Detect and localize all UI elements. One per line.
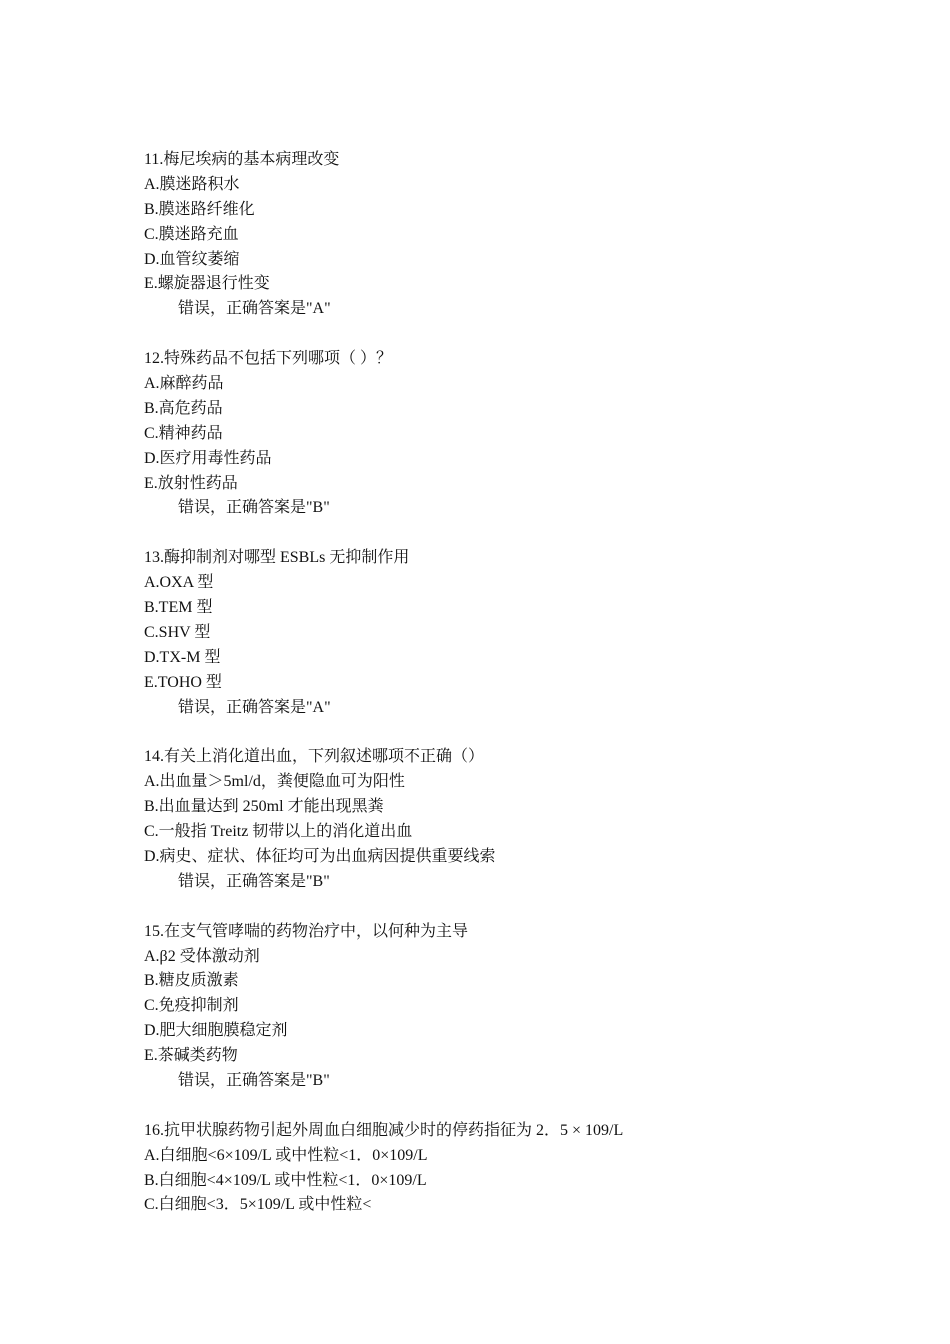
option-a: A.OXA 型 [144,574,214,592]
option-c: C.白细胞<3．5×109/L 或中性粒< [144,1196,372,1214]
question-stem: 11.梅尼埃病的基本病理改变 [144,151,340,168]
spacer [144,521,844,546]
option-e: E.螺旋器退行性变 [144,275,270,293]
option-d: D.病史、症状、体征均可为出血病因提供重要线索 [144,847,496,865]
question-stem: 14.有关上消化道出血，下列叙述哪项不正确（） [144,748,485,766]
option-c: C.SHV 型 [144,623,211,641]
spacer [144,720,844,745]
question-block [144,920,844,1094]
spacer [144,322,844,347]
option-b: B.膜迷路纤维化 [144,200,255,218]
answer-feedback: 错误，正确答案是"B" [178,872,330,890]
question-block [144,148,844,322]
option-a: A.白细胞<6×109/L 或中性粒<1．0×109/L [144,1146,428,1164]
question-stem: 12.特殊药品不包括下列哪项（ ）？ [144,350,393,368]
question-stem: 16.抗甲状腺药物引起外周血白细胞减少时的停药指征为 2．5 × 109/L [144,1121,624,1139]
option-d: D.TX-M 型 [144,648,221,666]
question-block [144,1119,844,1219]
option-b: B.糖皮质激素 [144,972,239,990]
question-stem: 13.酶抑制剂对哪型 ESBLs 无抑制作用 [144,549,410,567]
option-c: C.免疫抑制剂 [144,997,239,1015]
option-c: C.精神药品 [144,424,223,442]
answer-feedback: 错误，正确答案是"A" [178,698,331,716]
answer-feedback: 错误，正确答案是"B" [178,499,330,517]
question-block [144,546,844,720]
option-e: E.放射性药品 [144,474,238,492]
answer-feedback: 错误，正确答案是"A" [178,300,331,318]
question-list [144,148,844,1218]
question-block [144,745,844,894]
option-d: D.医疗用毒性药品 [144,449,272,467]
question-block [144,347,844,521]
answer-feedback: 错误，正确答案是"B" [178,1071,330,1089]
option-b: B.TEM 型 [144,599,213,617]
question-stem: 15.在支气管哮喘的药物治疗中，以何种为主导 [144,922,469,940]
option-d: D.血管纹萎缩 [144,250,240,268]
spacer [144,895,844,920]
spacer [144,1094,844,1119]
option-a: A.出血量＞5ml/d，粪便隐血可为阳性 [144,773,405,791]
option-e: E.TOHO 型 [144,673,222,691]
option-c: C.一般指 Treitz 韧带以上的消化道出血 [144,823,413,841]
option-c: C.膜迷路充血 [144,225,239,243]
option-b: B.白细胞<4×109/L 或中性粒<1．0×109/L [144,1171,427,1189]
option-b: B.高危药品 [144,399,223,417]
option-a: A.β2 受体激动剂 [144,947,260,965]
option-e: E.茶碱类药物 [144,1047,238,1065]
option-b: B.出血量达到 250ml 才能出现黑粪 [144,798,384,816]
option-a: A.膜迷路积水 [144,175,240,193]
option-a: A.麻醉药品 [144,375,224,393]
option-d: D.肥大细胞膜稳定剂 [144,1022,288,1040]
